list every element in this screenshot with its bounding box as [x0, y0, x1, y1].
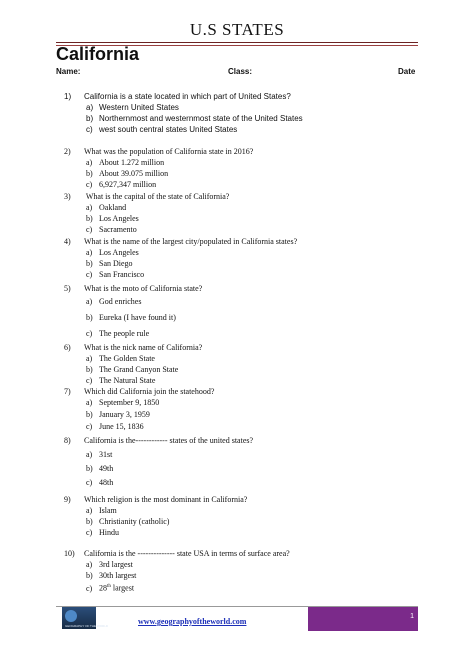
question-text: 2) What was the population of California state in 2016? [64, 147, 254, 156]
question-text: 6) What is the nick name of California? [64, 343, 203, 352]
page-number-box [308, 607, 418, 631]
question-text: 1) California is a state located in which part of United States? [64, 92, 291, 101]
answer-option: b) 30th largest [86, 571, 137, 580]
question-5 [64, 283, 424, 342]
answer-option: c) 6,927,347 million [86, 180, 157, 189]
answer-option: a) Western United States [86, 103, 179, 112]
question-1 [64, 91, 424, 135]
answer-option: b) San Diego [86, 259, 133, 268]
logo-text: GEOGRAPHY OF THE WORLD [65, 624, 109, 628]
date-label: Date [398, 67, 416, 76]
question-text: 5) What is the moto of California state? [64, 284, 203, 293]
answer-option: a) September 9, 1850 [86, 398, 160, 407]
answer-option: c) 48th [86, 478, 114, 487]
question-3 [64, 191, 424, 235]
site-logo [62, 607, 109, 629]
answer-option: c) San Francisco [86, 270, 145, 279]
question-text: 4) What is the name of the largest city/populated in California states? [64, 237, 298, 246]
page-title: California [56, 44, 140, 64]
answer-option: b) Los Angeles [86, 214, 139, 223]
answer-option: b) 49th [86, 464, 114, 473]
answer-option: b) Northernmost and westernmost state of the United States [86, 114, 303, 123]
answer-option: c) Hindu [86, 528, 119, 537]
answer-option: c) The people rule [86, 329, 150, 338]
answer-option: a) 31st [86, 450, 113, 459]
answer-option: b) The Grand Canyon State [86, 365, 179, 374]
answer-option: a) God enriches [86, 297, 142, 306]
class-label: Class: [228, 67, 253, 76]
globe-icon [65, 610, 77, 622]
question-2 [64, 146, 424, 190]
page-number: 1 [410, 613, 414, 620]
question-4 [64, 236, 424, 280]
question-7 [64, 386, 424, 433]
question-text: 3) What is the capital of the state of California? [64, 192, 230, 201]
answer-option: b) About 39.075 million [86, 169, 169, 178]
question-9 [64, 494, 424, 538]
question-text: 9) Which religion is the most dominant in California? [64, 495, 248, 504]
answer-option: a) Los Angeles [86, 248, 139, 257]
page-banner: U.S STATES [189, 20, 285, 39]
question-8 [64, 434, 424, 490]
answer-option: a) Islam [86, 506, 117, 515]
question-text: 10) California is the -------------- state USA in terms of surface area? [64, 549, 290, 558]
website-link[interactable]: www.geographyoftheworld.com [138, 617, 247, 626]
answer-option: a) About 1.272 million [86, 158, 165, 167]
answer-option: a) 3rd largest [86, 560, 133, 569]
question-text: 8) California is the------------ states of the united states? [64, 436, 254, 445]
answer-option: a) Oakland [86, 203, 127, 212]
answer-option: c) The Natural State [86, 376, 156, 385]
answer-option: c) June 15, 1836 [86, 422, 144, 431]
answer-option: b) Eureka (I have found it) [86, 313, 176, 322]
answer-option: b) Christianity (catholic) [86, 517, 170, 526]
answer-option: a) The Golden State [86, 354, 155, 363]
page-footer [56, 606, 418, 629]
question-text: 7) Which did California join the statehood? [64, 387, 215, 396]
answer-option: c) Sacramento [86, 225, 137, 234]
question-10 [64, 548, 424, 594]
name-label: Name: [56, 67, 81, 76]
answer-option: c) 28th largest [86, 583, 135, 593]
answer-option: c) west south central states United States [86, 125, 238, 134]
answer-option: b) January 3, 1959 [86, 410, 150, 419]
question-6 [64, 342, 424, 386]
header-rule [56, 42, 418, 43]
